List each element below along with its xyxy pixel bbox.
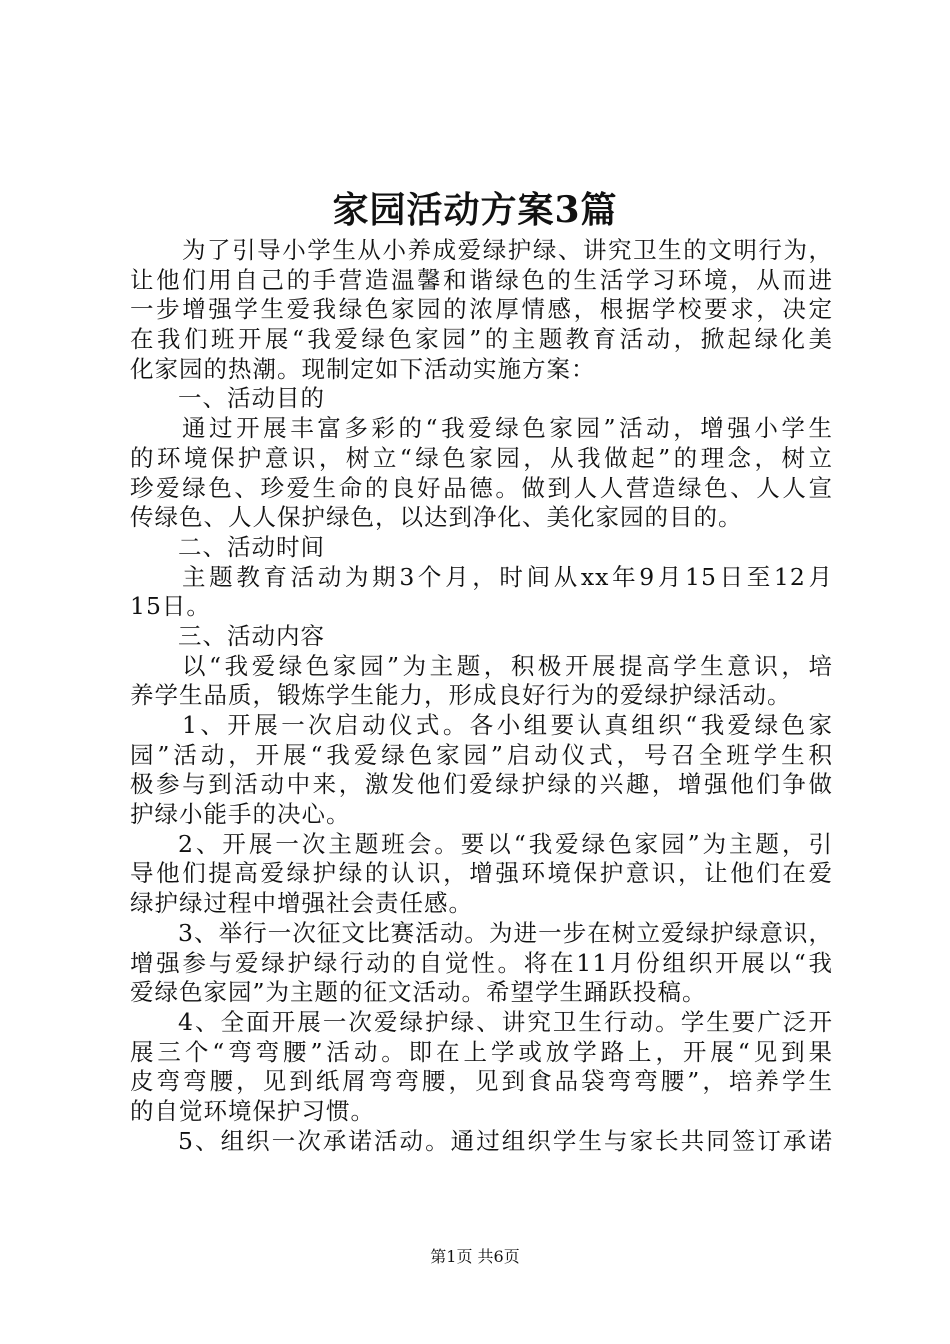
text-line: 15日。 <box>130 592 211 621</box>
document-body <box>130 236 833 1156</box>
text-line: 让他们用自己的手营造温馨和谐绿色的生活学习环境，从而进 <box>130 265 833 294</box>
text-line: 化家园的热潮。现制定如下活动实施方案： <box>130 354 596 383</box>
text-line: 绿护绿过程中增强社会责任感。 <box>130 889 473 918</box>
text-line: 爱绿色家园”为主题的征文活动。希望学生踊跃投稿。 <box>130 978 707 1007</box>
document-title: 家园活动方案3篇 <box>332 189 618 231</box>
text-line: 通过开展丰富多彩的“我爱绿色家园”活动，增强小学生 <box>182 414 833 443</box>
text-line: 护绿小能手的决心。 <box>130 800 351 829</box>
text-line: 导他们提高爱绿护绿的认识，增强环境保护意识，让他们在爱 <box>130 859 833 888</box>
text-line: 2、开展一次主题班会。要以“我爱绿色家园”为主题，引 <box>178 829 833 858</box>
text-line: 3、举行一次征文比赛活动。为进一步在树立爱绿护绿意识， <box>178 918 833 947</box>
text-line: 以“我爱绿色家园”为主题，积极开展提高学生意识，培 <box>182 651 833 680</box>
text-line: 养学生品质，锻炼学生能力，形成良好行为的爱绿护绿活动。 <box>130 681 792 710</box>
text-line: 展三个“弯弯腰”活动。即在上学或放学路上，开展“见到果 <box>130 1037 833 1066</box>
text-line: 皮弯弯腰，见到纸屑弯弯腰，见到食品袋弯弯腰”，培养学生 <box>130 1067 833 1096</box>
text-line: 增强参与爱绿护绿行动的自觉性。将在11月份组织开展以“我 <box>130 948 833 977</box>
text-line: 4、全面开展一次爱绿护绿、讲究卫生行动。学生要广泛开 <box>178 1007 833 1036</box>
text-line: 园”活动，开展“我爱绿色家园”启动仪式，号召全班学生积 <box>130 740 833 769</box>
text-line: 为了引导小学生从小养成爱绿护绿、讲究卫生的文明行为， <box>182 236 833 264</box>
text-line: 一步增强学生爱我绿色家园的浓厚情感，根据学校要求，决定 <box>130 295 833 324</box>
text-line: 在我们班开展“我爱绿色家园”的主题教育活动，掀起绿化美 <box>130 325 833 354</box>
text-line: 主题教育活动为期3个月，时间从xx年9月15日至12月 <box>182 562 833 591</box>
text-line: 5、组织一次承诺活动。通过组织学生与家长共同签订承诺 <box>178 1126 833 1155</box>
text-line: 珍爱绿色、珍爱生命的良好品德。做到人人营造绿色、人人宣 <box>130 473 833 502</box>
text-line: 传绿色、人人保护绿色，以达到净化、美化家园的目的。 <box>130 503 743 532</box>
text-line: 的环境保护意识，树立“绿色家园，从我做起”的理念，树立 <box>130 443 833 472</box>
text-line: 三、活动内容 <box>178 621 325 650</box>
text-line: 的自觉环境保护习惯。 <box>130 1096 375 1125</box>
text-line: 二、活动时间 <box>178 532 325 561</box>
page-footer: 第1页 共6页 <box>430 1247 520 1266</box>
text-line: 极参与到活动中来，激发他们爱绿护绿的兴趣，增强他们争做 <box>130 770 833 799</box>
text-line: 1、开展一次启动仪式。各小组要认真组织“我爱绿色家 <box>182 711 833 739</box>
text-line: 一、活动目的 <box>178 384 325 413</box>
